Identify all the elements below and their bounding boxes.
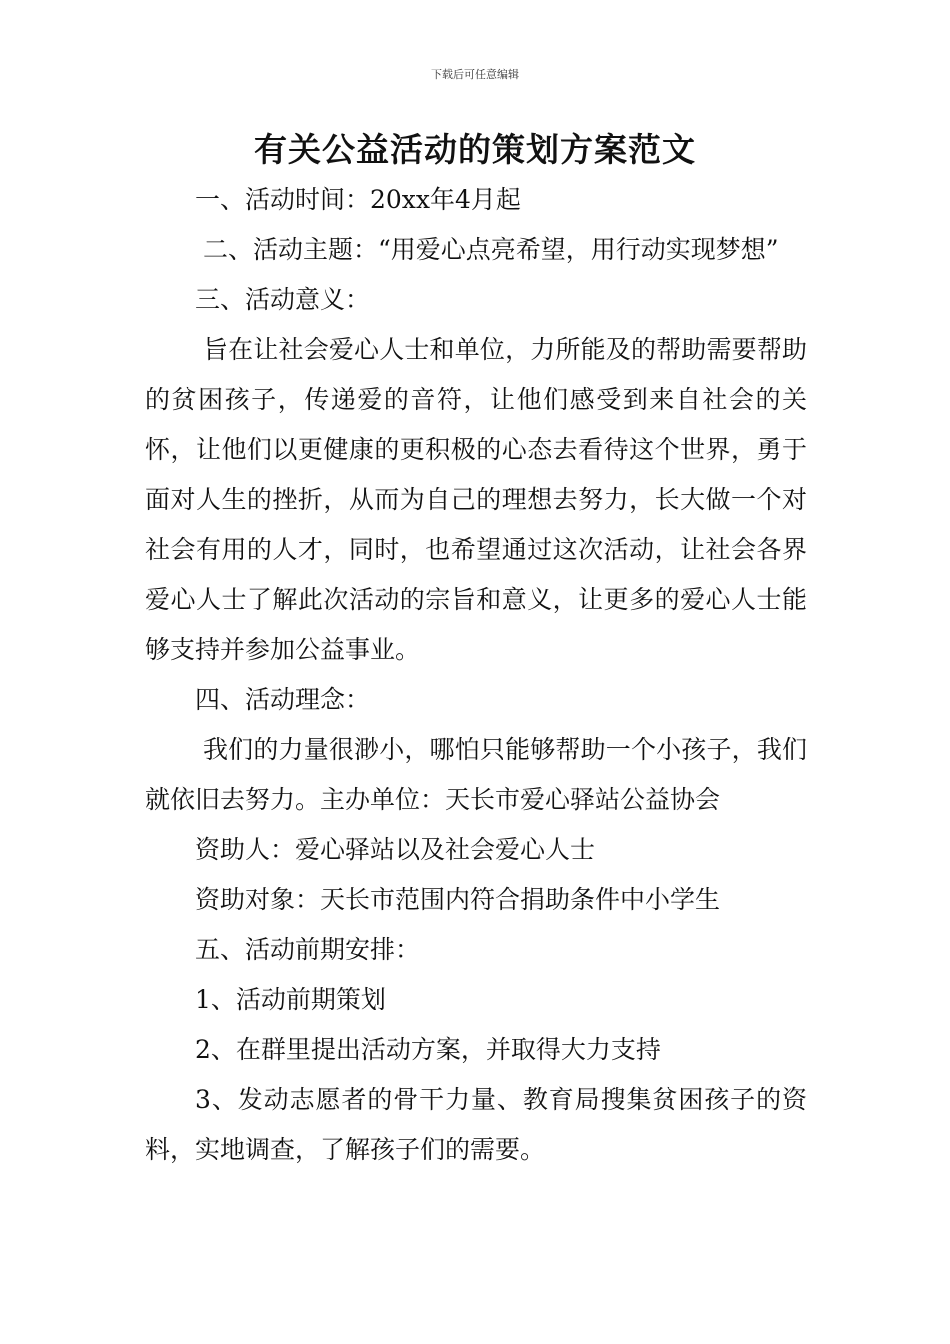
- paragraph-sponsor: 资助人：爱心驿站以及社会爱心人士: [195, 835, 596, 864]
- paragraph-philosophy-heading: 四、活动理念：: [195, 685, 371, 714]
- list-item-step-1: 1、活动前期策划: [195, 985, 386, 1014]
- paragraph-preparation-heading: 五、活动前期安排：: [195, 935, 421, 964]
- paragraph-significance-body: 旨在让社会爱心人士和单位，力所能及的帮助需要帮助的贫困孩子，传递爱的音符，让他们感受到来自社会的关怀，让他们以更健康的更积极的心态去看待这个世界，勇于面对人生的挫折，从而为自己的理想去努力，长大做一个对社会有用的人才，同时，也希望通过这次活动，让社会各界爱心人士了解此次活动的宗旨和意义，让更多的爱心人士能够支持并参加公益事业。: [145, 335, 807, 664]
- page-header-note: 下载后可任意编辑: [431, 68, 519, 81]
- list-item-step-2: 2、在群里提出活动方案，并取得大力支持: [195, 1035, 661, 1064]
- document-body: [145, 175, 807, 1175]
- paragraph-philosophy-body: 我们的力量很渺小，哪怕只能够帮助一个小孩子，我们就依旧去努力。主办单位：天长市爱心驿站公益协会: [145, 735, 807, 814]
- paragraph-activity-time: 一、活动时间：20xx年4月起: [195, 185, 521, 214]
- document-title: 有关公益活动的策划方案范文: [254, 130, 696, 169]
- paragraph-significance-heading: 三、活动意义：: [195, 285, 371, 314]
- paragraph-recipients: 资助对象：天长市范围内符合捐助条件中小学生: [195, 885, 721, 914]
- list-item-step-3: 3、发动志愿者的骨干力量、教育局搜集贫困孩子的资料，实地调查，了解孩子们的需要。: [145, 1085, 807, 1164]
- paragraph-activity-theme: 二、活动主题：“用爱心点亮希望，用行动实现梦想”: [203, 235, 779, 264]
